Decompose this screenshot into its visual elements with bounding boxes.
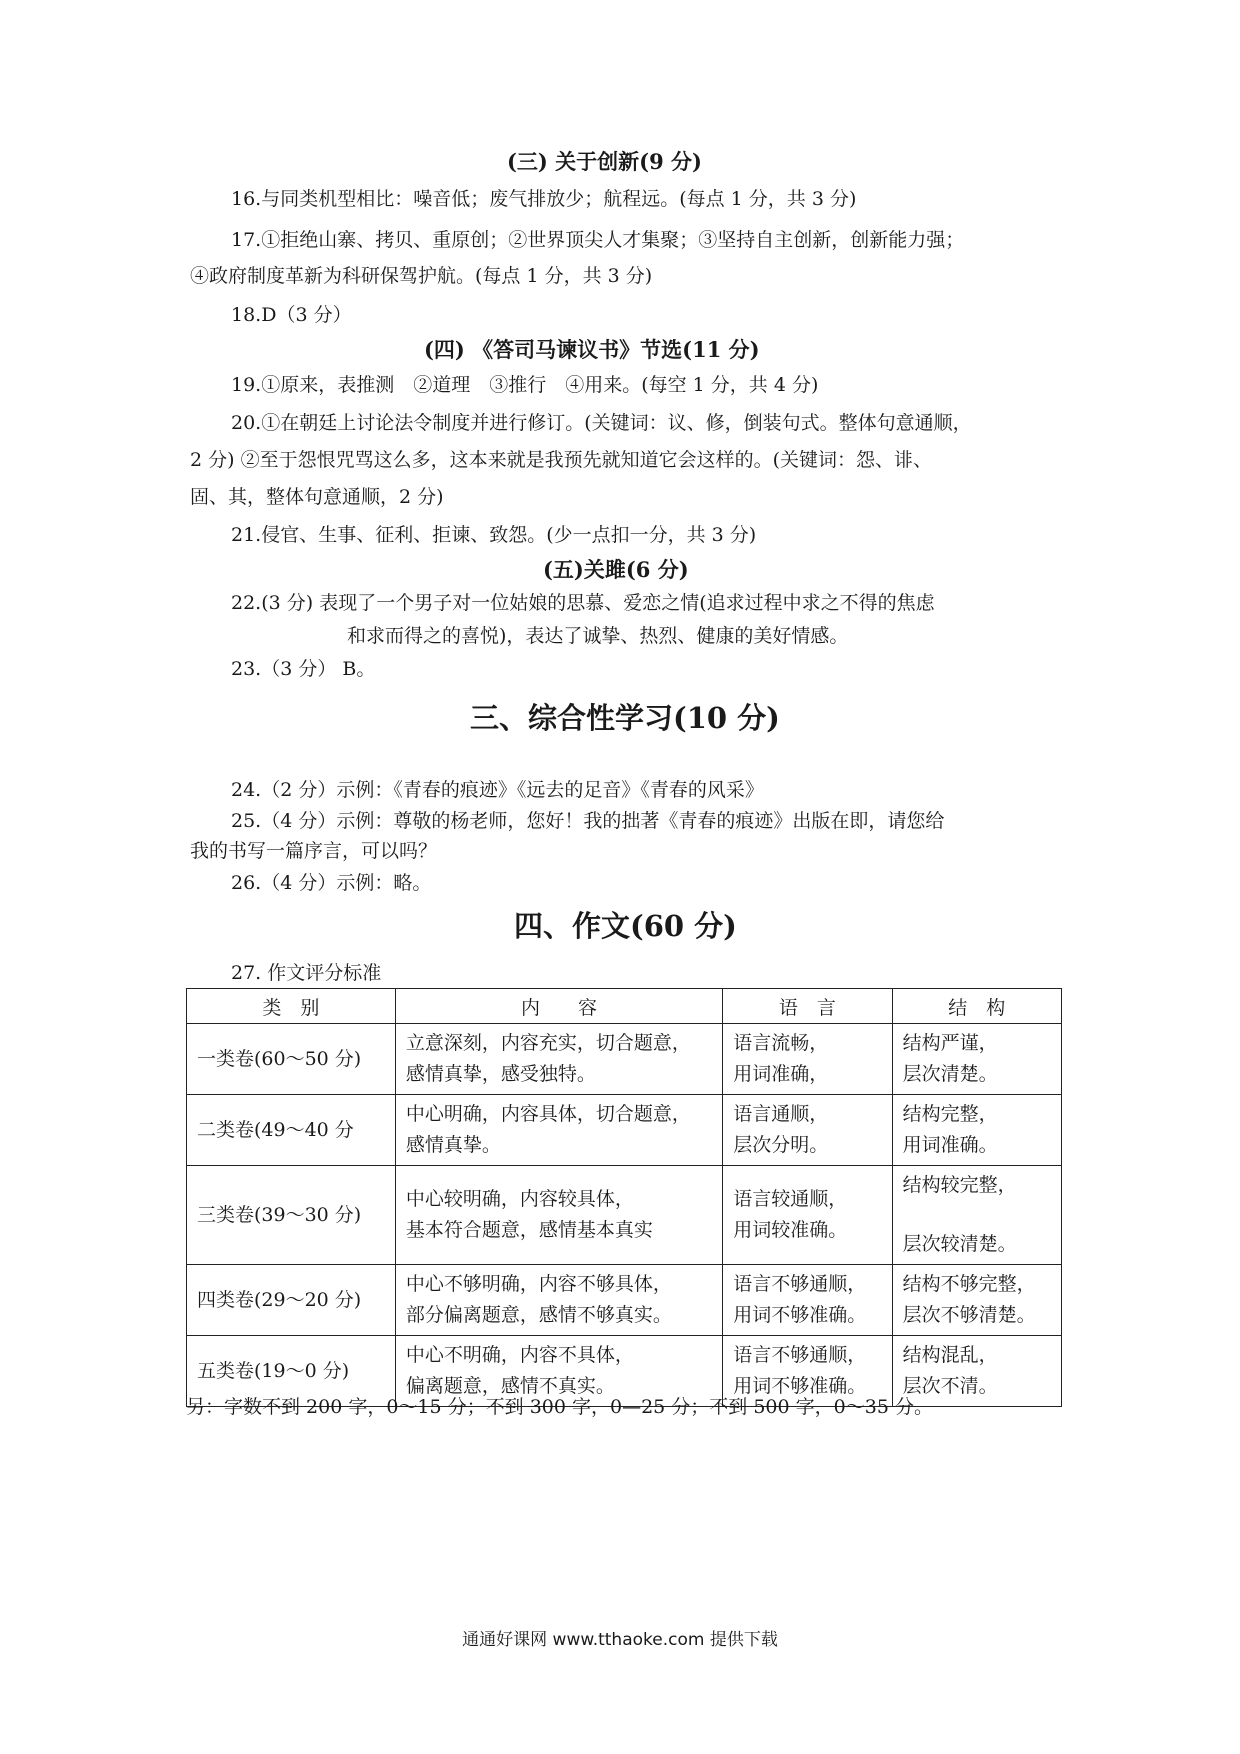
word-count-note: 另：字数不到 200 字，0～15 分；不到 300 字，0—25 分；不到 500 字，0～35 分。	[186, 1396, 933, 1418]
cell-line: 结构较完整，	[902, 1174, 1017, 1196]
cell-line: 层次不清。	[902, 1375, 998, 1397]
answer-23: 23.（3 分） B。	[231, 658, 376, 680]
page-footer: 通通好课网 www.tthaoke.com 提供下载	[462, 1630, 778, 1650]
cell-line: 层次较清楚。	[902, 1233, 1017, 1255]
section-heading-innovation: (三) 关于创新(9 分)	[507, 149, 702, 174]
category-cell: 五类卷(19～0 分)	[187, 1336, 396, 1407]
structure-cell	[892, 1095, 1061, 1166]
cell-line: 部分偏离题意，感情不够真实。	[405, 1304, 672, 1326]
cell-line: 感情真挚，感受独特。	[405, 1063, 596, 1085]
cell-line: 层次清楚。	[902, 1063, 998, 1085]
answer-17-line1: 17.①拒绝山寨、拷贝、重原创；②世界顶尖人才集聚；③坚持自主创新，创新能力强；	[231, 229, 965, 251]
category-cell: 三类卷(39～30 分)	[187, 1166, 396, 1265]
cell-line: 结构混乱，	[902, 1344, 998, 1366]
structure-cell	[892, 1166, 1061, 1265]
content-cell	[395, 1095, 722, 1166]
answer-20-line2: 2 分) ②至于怨恨咒骂这么多，这本来就是我预先就知道它会这样的。(关键词：怨、诽、	[190, 449, 932, 471]
language-cell	[723, 1265, 892, 1336]
part-heading-comprehensive: 三、综合性学习(10 分)	[470, 701, 780, 735]
cell-line: 语言通顺，	[733, 1103, 829, 1125]
answer-20-line1: 20.①在朝廷上讨论法令制度并进行修订。(关键词：议、修，倒装句式。整体句意通顺，	[231, 412, 972, 434]
cell-line: 结构完整，	[902, 1103, 998, 1125]
header-structure: 结 构	[892, 989, 1061, 1024]
table-row	[187, 1095, 1062, 1166]
language-cell	[723, 1166, 892, 1265]
table-header-row	[187, 989, 1062, 1024]
content-cell	[395, 1024, 722, 1095]
structure-cell	[892, 1265, 1061, 1336]
answer-22-line2: 和求而得之的喜悦)，表达了诚挚、热烈、健康的美好情感。	[347, 625, 849, 647]
cell-line: 用词不够准确。	[733, 1375, 867, 1397]
answer-22-line1: 22.(3 分) 表现了一个男子对一位姑娘的思慕、爱恋之情(追求过程中求之不得的焦虑	[231, 592, 935, 614]
cell-line: 偏离题意，感情不真实。	[405, 1375, 615, 1397]
cell-line: 感情真挚。	[405, 1134, 501, 1156]
answer-20-line3: 固、其，整体句意通顺，2 分)	[190, 486, 444, 508]
answer-21: 21.侵官、生事、征利、拒谏、致怨。(少一点扣一分，共 3 分)	[231, 524, 757, 546]
cell-line: 用词准确，	[733, 1063, 829, 1085]
cell-line: 用词准确。	[902, 1134, 998, 1156]
cell-line: 用词较准确。	[733, 1219, 848, 1241]
cell-line: 基本符合题意，感情基本真实	[405, 1219, 653, 1241]
cell-line: 中心不够明确，内容不够具体，	[405, 1273, 672, 1295]
cell-line: 层次不够清楚。	[902, 1304, 1036, 1326]
cell-line: 语言不够通顺，	[733, 1344, 867, 1366]
cell-line: 语言不够通顺，	[733, 1273, 867, 1295]
answer-18: 18.D（3 分）	[231, 304, 352, 326]
content-cell	[395, 1166, 722, 1265]
answer-25-line2: 我的书写一篇序言，可以吗？	[190, 840, 438, 862]
header-category: 类 别	[187, 989, 396, 1024]
answer-26: 26.（4 分）示例：略。	[231, 872, 432, 894]
header-content: 内 容	[395, 989, 722, 1024]
part-heading-composition: 四、作文(60 分)	[514, 909, 737, 943]
answer-24: 24.（2 分）示例：《青春的痕迹》《远去的足音》《青春的风采》	[231, 779, 764, 801]
answer-19: 19.①原来，表推测 ②道理 ③推行 ④用来。(每空 1 分，共 4 分)	[231, 374, 819, 396]
section-heading-guanju: (五)关雎(6 分)	[543, 557, 689, 582]
cell-line: 立意深刻，内容充实，切合题意，	[405, 1032, 691, 1054]
answer-17-line2: ④政府制度革新为科研保驾护航。(每点 1 分，共 3 分)	[190, 265, 653, 287]
table-row	[187, 1024, 1062, 1095]
section-heading-classical-text: (四) 《答司马谏议书》节选(11 分)	[424, 337, 760, 362]
cell-line: 语言流畅，	[733, 1032, 829, 1054]
header-language: 语 言	[723, 989, 892, 1024]
structure-cell	[892, 1024, 1061, 1095]
cell-line: 语言较通顺，	[733, 1188, 848, 1210]
category-cell: 一类卷(60～50 分)	[187, 1024, 396, 1095]
cell-line: 中心较明确，内容较具体，	[405, 1188, 634, 1210]
answer-25-line1: 25.（4 分）示例：尊敬的杨老师，您好！我的拙著《青春的痕迹》出版在即，请您给	[231, 810, 945, 832]
content-cell	[395, 1265, 722, 1336]
category-cell: 四类卷(29～20 分)	[187, 1265, 396, 1336]
cell-line: 结构严谨，	[902, 1032, 998, 1054]
table-row	[187, 1166, 1062, 1265]
language-cell	[723, 1024, 892, 1095]
cell-line: 中心明确，内容具体，切合题意，	[405, 1103, 691, 1125]
cell-line: 结构不够完整，	[902, 1273, 1036, 1295]
answer-16: 16.与同类机型相比：噪音低；废气排放少；航程远。(每点 1 分，共 3 分)	[231, 188, 857, 210]
cell-line: 用词不够准确。	[733, 1304, 867, 1326]
cell-line: 层次分明。	[733, 1134, 829, 1156]
grading-table	[186, 988, 1062, 1407]
category-cell: 二类卷(49～40 分	[187, 1095, 396, 1166]
table-row	[187, 1265, 1062, 1336]
answer-27-title: 27. 作文评分标准	[231, 962, 382, 984]
cell-line: 中心不明确，内容不具体，	[405, 1344, 634, 1366]
language-cell	[723, 1095, 892, 1166]
